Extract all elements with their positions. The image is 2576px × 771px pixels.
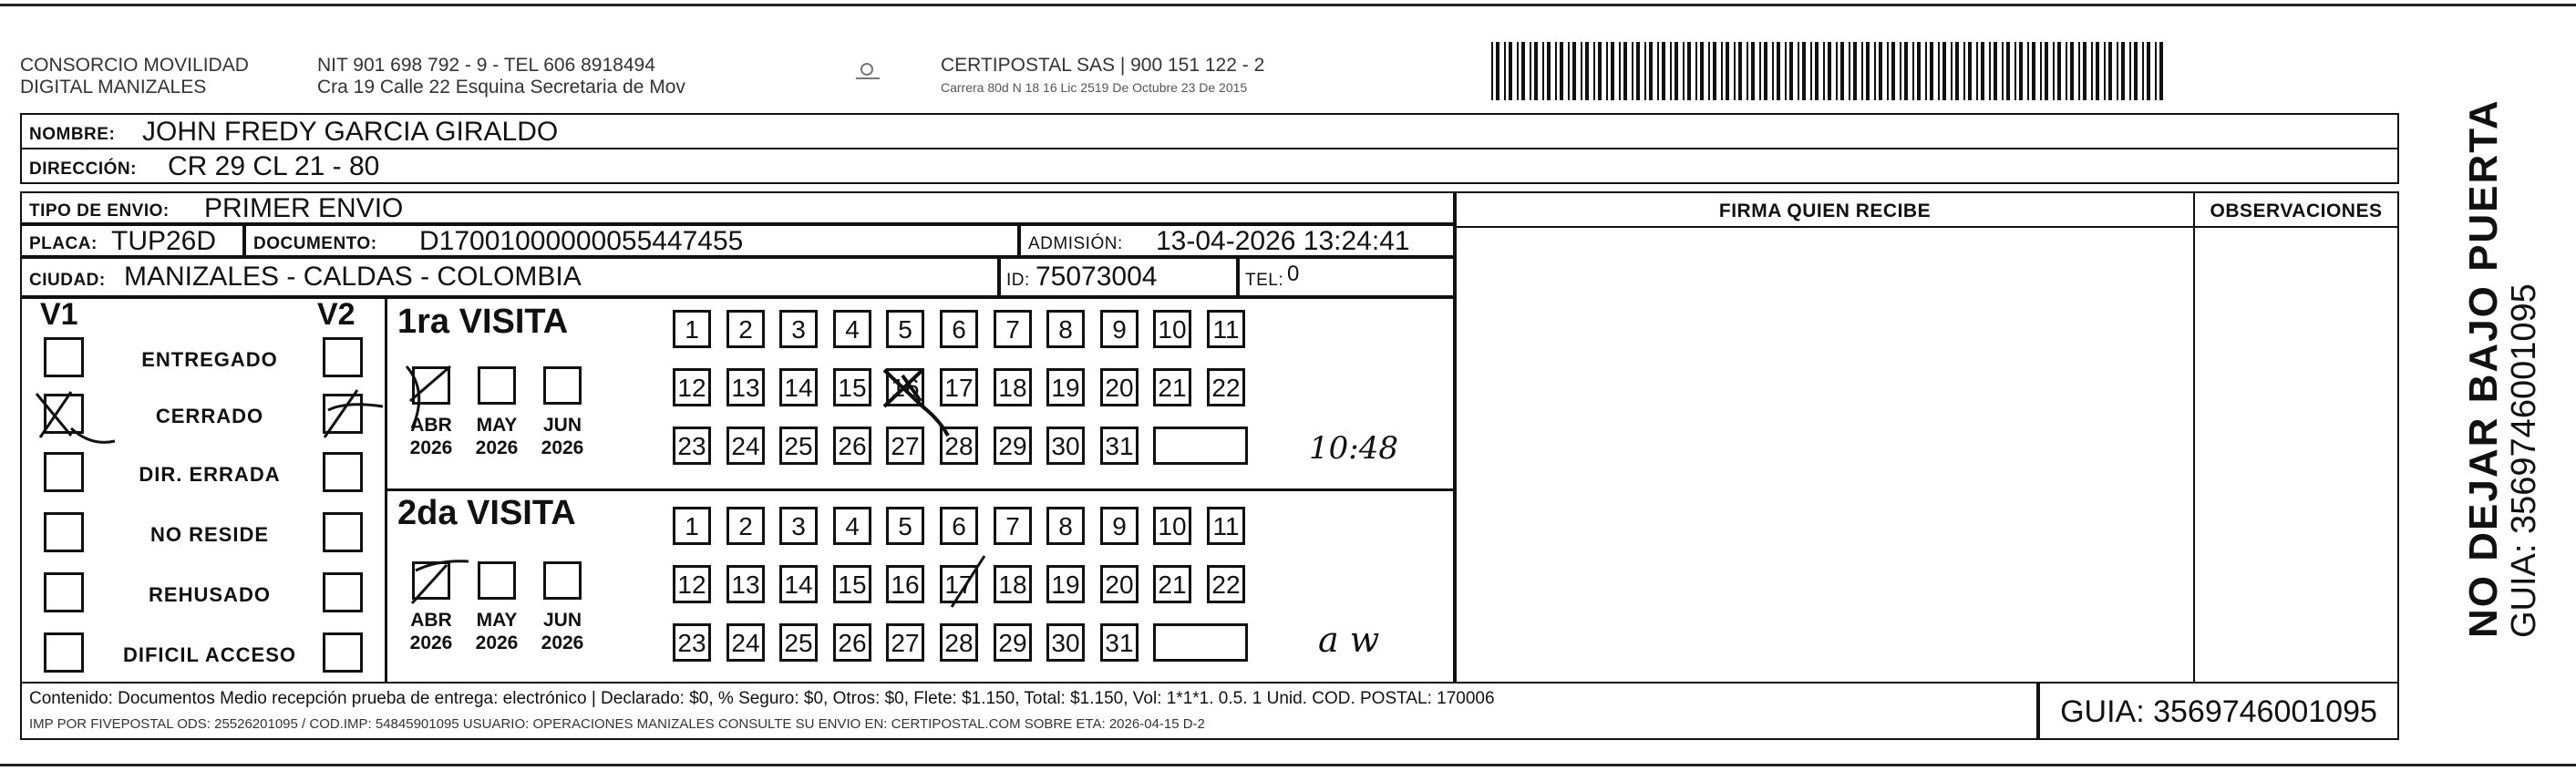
type-row (20, 191, 1455, 224)
id-label: ID: (1006, 271, 1030, 290)
barcode-bar (2083, 42, 2087, 100)
barcode-bar (1611, 42, 1614, 100)
v1-checkbox[interactable] (44, 512, 84, 552)
barcode-bar (1963, 42, 1965, 100)
visit1-day-6[interactable]: 6 (940, 310, 978, 348)
barcode-bar (1994, 42, 1997, 100)
barcode-bar (1925, 42, 1927, 100)
barcode-bar (1695, 42, 1697, 100)
admission-value: 13-04-2026 13:24:41 (1156, 226, 1410, 256)
plate-value: TUP26D (111, 226, 217, 256)
barcode-bar (1764, 42, 1767, 100)
top-edge-line (0, 4, 2576, 6)
barcode-bar (1700, 42, 1704, 100)
visit2-month-year: 2026 (475, 632, 519, 653)
visit2-handwritten-note: a w (1318, 620, 1380, 660)
barcode-bar (1772, 42, 1774, 100)
visit1-day-29[interactable]: 29 (994, 427, 1032, 465)
barcode-bar (1568, 42, 1570, 100)
barcode-bar (1802, 42, 1806, 100)
barcode-bar (2040, 42, 2042, 100)
courier-logo-icon (852, 57, 889, 93)
visit1-day-9[interactable]: 9 (1100, 310, 1139, 348)
barcode-bar (1785, 42, 1787, 100)
visit-divider (385, 488, 1455, 491)
barcode-bar (2006, 42, 2010, 100)
city-label: CIUDAD: (29, 271, 106, 290)
tel-value: 0 (1287, 262, 1300, 286)
observations-area[interactable] (2193, 191, 2399, 684)
visit1-day-10[interactable]: 10 (1153, 310, 1191, 348)
visit1-day-23[interactable]: 23 (673, 427, 711, 465)
visit2-day-16[interactable]: 16 (886, 565, 924, 603)
city-value: MANIZALES - CALDAS - COLOMBIA (124, 262, 582, 292)
signature-header-rule (1457, 226, 2193, 228)
status-option-label: NO RESIDE (149, 523, 270, 546)
barcode-bar (1789, 42, 1793, 100)
visit2-day-28[interactable]: 28 (940, 623, 978, 662)
visit1-month-checkbox[interactable] (478, 366, 516, 405)
visit1-month-label (533, 414, 592, 459)
barcode-bar (2091, 42, 2093, 100)
no-dejar-bajo-puerta: NO DEJAR BAJO PUERTA (2461, 98, 2506, 638)
visit1-day-28[interactable]: 28 (940, 427, 978, 465)
barcode-bar (1585, 42, 1589, 100)
plate-cell (20, 224, 244, 257)
visit1-month-year: 2026 (409, 437, 453, 458)
barcode-bar (1930, 42, 1933, 100)
barcode-bar (1989, 42, 1991, 100)
admission-label: ADMISIÓN: (1028, 234, 1123, 253)
barcode-bar (1687, 42, 1691, 100)
barcode-bar (1798, 42, 1799, 100)
nit-line: NIT 901 698 792 - 9 - TEL 606 8918494 (317, 55, 655, 76)
barcode-bar (1593, 42, 1595, 100)
v2-checkbox[interactable] (323, 394, 363, 434)
barcode-bar (1521, 42, 1525, 100)
type-value: PRIMER ENVIO (204, 193, 404, 223)
type-label: TIPO DE ENVIO: (29, 201, 170, 221)
barcode-bar (1942, 42, 1946, 100)
barcode-bar (1534, 42, 1538, 100)
barcode-bar (1708, 42, 1710, 100)
barcode-bar (1777, 42, 1780, 100)
visit1-day-20[interactable]: 20 (1100, 368, 1139, 406)
signature-area[interactable] (1455, 191, 2195, 684)
document-value: D17001000000055447455 (419, 226, 744, 256)
visit2-month-label (402, 609, 460, 654)
status-option-label: CERRADO (155, 405, 264, 427)
barcode-bar (2129, 42, 2131, 100)
footer-imp-text: IMP POR FIVEPOSTAL ODS: 25526201095 / COD.IMP: 54845901095 USUARIO: OPERACIONES MANIZALES CONSULTE SU ENVIO EN: CERTIPOSTAL.COM SOBRE ETA: 2026-04-15 D-2 (29, 716, 1205, 732)
barcode-bar (1976, 42, 1978, 100)
barcode-bar (2078, 42, 2080, 100)
barcode-bar (1904, 42, 1908, 100)
barcode-bar (1874, 42, 1876, 100)
visit2-day-23[interactable]: 23 (673, 623, 711, 662)
barcode-bar (1840, 42, 1844, 100)
visit1-month-label (402, 414, 460, 459)
visit2-day-18[interactable]: 18 (994, 565, 1032, 603)
barcode-bar (2057, 42, 2061, 100)
visit1-day-7[interactable]: 7 (994, 310, 1032, 348)
id-cell (999, 257, 1238, 297)
barcode-bar (1632, 42, 1633, 100)
visit2-day-22[interactable]: 22 (1207, 565, 1245, 603)
v1-label: V1 (40, 297, 78, 332)
barcode-bar (1747, 42, 1748, 100)
barcode-bar (1738, 42, 1742, 100)
visit2-day-5[interactable]: 5 (886, 507, 924, 545)
name-label: NOMBRE: (29, 125, 116, 144)
address-line: Cra 19 Calle 22 Esquina Secretaria de Mov (317, 77, 685, 98)
visit2-month-name: ABR (410, 610, 452, 631)
visit1-day-30[interactable]: 30 (1046, 427, 1085, 465)
visit2-day-13[interactable]: 13 (726, 565, 765, 603)
status-option-label: DIFICIL ACCESO (122, 643, 296, 666)
visit1-day-15[interactable]: 15 (833, 368, 871, 406)
visit2-month-checkbox[interactable] (543, 561, 582, 600)
bottom-edge-line (0, 764, 2576, 766)
barcode-bar (1866, 42, 1870, 100)
visit2-day-24[interactable]: 24 (726, 623, 765, 662)
visit2-day-2[interactable]: 2 (726, 507, 765, 545)
visit2-day-14[interactable]: 14 (779, 565, 818, 603)
company-line-1: CONSORCIO MOVILIDAD (20, 55, 249, 76)
barcode-bar (1887, 42, 1889, 100)
barcode-bar (1713, 42, 1716, 100)
barcode-bar (1509, 42, 1512, 100)
barcode-bar (1657, 42, 1659, 100)
company-info (317, 55, 685, 98)
barcode-bar (2134, 42, 2138, 100)
visit1-handwritten-time: 10:48 (1309, 430, 1398, 467)
barcode-bar (1759, 42, 1761, 100)
visit1-day-24[interactable]: 24 (726, 427, 765, 465)
visit1-month-name: JUN (542, 415, 582, 436)
barcode-bar (2019, 42, 2023, 100)
visit1-day-18[interactable]: 18 (994, 368, 1032, 406)
barcode-bar (1955, 42, 1959, 100)
barcode-bar (1504, 42, 1506, 100)
visit1-handwritten-box[interactable] (1153, 427, 1248, 465)
visit1-day-1[interactable]: 1 (673, 310, 711, 348)
v1-checkbox[interactable] (44, 394, 84, 434)
visit2-day-10[interactable]: 10 (1153, 507, 1191, 545)
barcode-bar (1644, 42, 1646, 100)
visit1-day-26[interactable]: 26 (833, 427, 871, 465)
barcode-bar (1900, 42, 1901, 100)
barcode-bar (1951, 42, 1953, 100)
visit2-day-19[interactable]: 19 (1046, 565, 1085, 603)
barcode-bar (1968, 42, 1972, 100)
v2-checkbox[interactable] (323, 337, 363, 377)
barcode-bar (2070, 42, 2074, 100)
visit1-day-14[interactable]: 14 (779, 368, 818, 406)
visit1-day-31[interactable]: 31 (1100, 427, 1139, 465)
footer-contents (20, 682, 2038, 740)
visit2-day-1[interactable]: 1 (673, 507, 711, 545)
visit2-day-9[interactable]: 9 (1100, 507, 1139, 545)
visit1-month-name: MAY (476, 415, 518, 436)
visit2-day-25[interactable]: 25 (779, 623, 818, 662)
barcode-bar (1547, 42, 1551, 100)
visit1-day-25[interactable]: 25 (779, 427, 818, 465)
v1-checkbox[interactable] (44, 632, 84, 673)
v2-checkbox[interactable] (323, 452, 363, 492)
barcode-bar (1734, 42, 1736, 100)
barcode-bar (1670, 42, 1672, 100)
address-row (20, 148, 2399, 184)
visit2-title: 2da VISITA (397, 494, 576, 532)
company-line-2: DIGITAL MANIZALES (20, 77, 207, 98)
visit1-month-year: 2026 (475, 437, 519, 458)
barcode-bar (2096, 42, 2099, 100)
barcode-bar (1555, 42, 1557, 100)
courier-name: CERTIPOSTAL SAS | 900 151 122 - 2 (941, 55, 1265, 76)
visit2-day-3[interactable]: 3 (779, 507, 818, 545)
plate-label: PLACA: (29, 234, 98, 253)
visit1-day-19[interactable]: 19 (1046, 368, 1085, 406)
visit2-day-15[interactable]: 15 (833, 565, 871, 603)
barcode-bar (1849, 42, 1850, 100)
barcode-bar (2117, 42, 2118, 100)
visit2-month-name: JUN (542, 610, 582, 631)
visit2-day-31[interactable]: 31 (1100, 623, 1139, 662)
barcode-bar (1981, 42, 1984, 100)
barcode-bar (1623, 42, 1627, 100)
barcode-bar (1530, 42, 1531, 100)
visit2-day-17[interactable]: 17 (940, 565, 978, 603)
barcode-bar (1606, 42, 1608, 100)
barcode-bar (1828, 42, 1831, 100)
v1-checkbox[interactable] (44, 337, 84, 377)
barcode-bar (1912, 42, 1914, 100)
visit2-month-year: 2026 (541, 632, 584, 653)
visit2-month-checkbox[interactable] (412, 561, 450, 600)
visit2-day-21[interactable]: 21 (1153, 565, 1191, 603)
observations-header-rule (2195, 226, 2397, 228)
admission-cell (1019, 224, 1455, 257)
observations-header: OBSERVACIONES (2210, 200, 2383, 221)
barcode-bar (1662, 42, 1665, 100)
barcode-bar (1823, 42, 1825, 100)
barcode-bar (1726, 42, 1729, 100)
visit1-day-5[interactable]: 5 (886, 310, 924, 348)
barcode-bar (1810, 42, 1812, 100)
visit1-day-13[interactable]: 13 (726, 368, 765, 406)
visit2-month-label (468, 609, 526, 654)
barcode-bar (1853, 42, 1857, 100)
v2-label: V2 (317, 297, 355, 332)
courier-address: Carrera 80d N 18 16 Lic 2519 De Octubre 23 De 2015 (941, 80, 1248, 95)
courier-info (941, 55, 1264, 95)
footer-guia-text: GUIA: 3569746001095 (2060, 694, 2377, 729)
v2-checkbox[interactable] (323, 572, 363, 612)
visit1-month-year: 2026 (541, 437, 584, 458)
visit1-month-checkbox[interactable] (412, 366, 450, 405)
visit2-month-year: 2026 (409, 632, 453, 653)
name-row (20, 113, 2399, 149)
barcode-bar (1649, 42, 1653, 100)
visit2-day-27[interactable]: 27 (886, 623, 924, 662)
visit1-day-2[interactable]: 2 (726, 310, 765, 348)
barcode-bar (2002, 42, 2004, 100)
barcode-bar (2142, 42, 2144, 100)
barcode-bar (1560, 42, 1563, 100)
id-value: 75073004 (1036, 262, 1158, 292)
footer-guia (2038, 682, 2399, 740)
barcode-bar (1879, 42, 1882, 100)
visit1-day-27[interactable]: 27 (886, 427, 924, 465)
visit1-day-17[interactable]: 17 (940, 368, 978, 406)
barcode-bar (2147, 42, 2150, 100)
barcode-bar (2121, 42, 2125, 100)
visit1-day-22[interactable]: 22 (1207, 368, 1245, 406)
barcode-bar (1751, 42, 1755, 100)
name-value: JOHN FREDY GARCIA GIRALDO (142, 117, 559, 147)
visit2-day-20[interactable]: 20 (1100, 565, 1139, 603)
document-label: DOCUMENTO: (253, 234, 377, 253)
visit2-handwritten-box[interactable] (1153, 623, 1248, 662)
barcode-bar (1674, 42, 1678, 100)
barcode-bar (2045, 42, 2048, 100)
barcode-bar (1636, 42, 1640, 100)
barcode-bar (1861, 42, 1863, 100)
v1-checkbox[interactable] (44, 452, 84, 492)
visit1-month-checkbox[interactable] (543, 366, 582, 405)
barcode-bar (1815, 42, 1819, 100)
status-option-label: REHUSADO (149, 583, 271, 606)
address-label: DIRECCIÓN: (29, 159, 137, 179)
v2-checkbox[interactable] (323, 512, 363, 552)
barcode-bar (2155, 42, 2157, 100)
visit1-month-label (468, 414, 526, 459)
visit2-day-26[interactable]: 26 (833, 623, 871, 662)
barcode-bar (1517, 42, 1519, 100)
barcode-bar (1683, 42, 1685, 100)
barcode-bar (2159, 42, 2163, 100)
visit1-day-21[interactable]: 21 (1153, 368, 1191, 406)
status-option-label: DIR. ERRADA (139, 463, 281, 486)
barcode-bar (1491, 42, 1493, 100)
v2-checkbox[interactable] (323, 632, 363, 673)
barcode-bar (1581, 42, 1582, 100)
visit1-day-3[interactable]: 3 (779, 310, 818, 348)
visit2-day-7[interactable]: 7 (994, 507, 1032, 545)
courier-logo (852, 57, 889, 93)
visit2-day-4[interactable]: 4 (833, 507, 871, 545)
document-cell (244, 224, 1019, 257)
visit1-day-11[interactable]: 11 (1207, 310, 1245, 348)
visit2-day-12[interactable]: 12 (673, 565, 711, 603)
tel-label: TEL: (1245, 271, 1284, 290)
visit1-month-name: ABR (410, 415, 452, 436)
visit2-month-name: MAY (476, 610, 518, 631)
barcode-bar (1619, 42, 1621, 100)
city-cell (20, 257, 999, 297)
visit1-day-16[interactable]: 16 (886, 368, 924, 406)
company-name (20, 55, 249, 98)
barcode-bar (1836, 42, 1838, 100)
barcode-bar (1572, 42, 1576, 100)
footer-contents-text: Contenido: Documentos Medio recepción prueba de entrega: electrónico | Declarado: $0, % Seguro: $0, Otros: $0, Flete: $1.150, Total: $1.150, Vol: 1*1*1. 0.5. 1 Unid. COD. POSTAL: 170006 (29, 689, 1495, 708)
barcode-bar (2066, 42, 2067, 100)
barcode-bar (2027, 42, 2029, 100)
barcode-bar (1938, 42, 1940, 100)
barcode-bar (2053, 42, 2055, 100)
signature-header: FIRMA QUIEN RECIBE (1718, 200, 1932, 221)
barcode-bar (2108, 42, 2112, 100)
visit2-day-6[interactable]: 6 (940, 507, 978, 545)
visit2-day-11[interactable]: 11 (1207, 507, 1245, 545)
barcode-bar (2014, 42, 2016, 100)
barcode-bar (1598, 42, 1602, 100)
visit1-day-4[interactable]: 4 (833, 310, 871, 348)
barcode-bar (1496, 42, 1499, 100)
tel-cell (1238, 257, 1455, 297)
barcode-bar (1542, 42, 1544, 100)
address-value: CR 29 CL 21 - 80 (168, 151, 380, 181)
barcode-bar (1917, 42, 1921, 100)
barcode-bar (2032, 42, 2035, 100)
visit2-month-label (533, 609, 592, 654)
barcode-bar (1891, 42, 1895, 100)
v1-checkbox[interactable] (44, 572, 84, 612)
barcode (1491, 42, 2169, 100)
side-guia: GUIA: 3569746001095 (2505, 283, 2543, 638)
visit2-month-checkbox[interactable] (478, 561, 516, 600)
visit2-day-29[interactable]: 29 (994, 623, 1032, 662)
status-option-label: ENTREGADO (141, 348, 278, 371)
visit1-day-12[interactable]: 12 (673, 368, 711, 406)
barcode-bar (2104, 42, 2106, 100)
visit2-day-8[interactable]: 8 (1046, 507, 1085, 545)
barcode-bar (1721, 42, 1723, 100)
visit1-day-8[interactable]: 8 (1046, 310, 1085, 348)
visit1-title: 1ra VISITA (397, 303, 569, 341)
visit2-day-30[interactable]: 30 (1046, 623, 1085, 662)
